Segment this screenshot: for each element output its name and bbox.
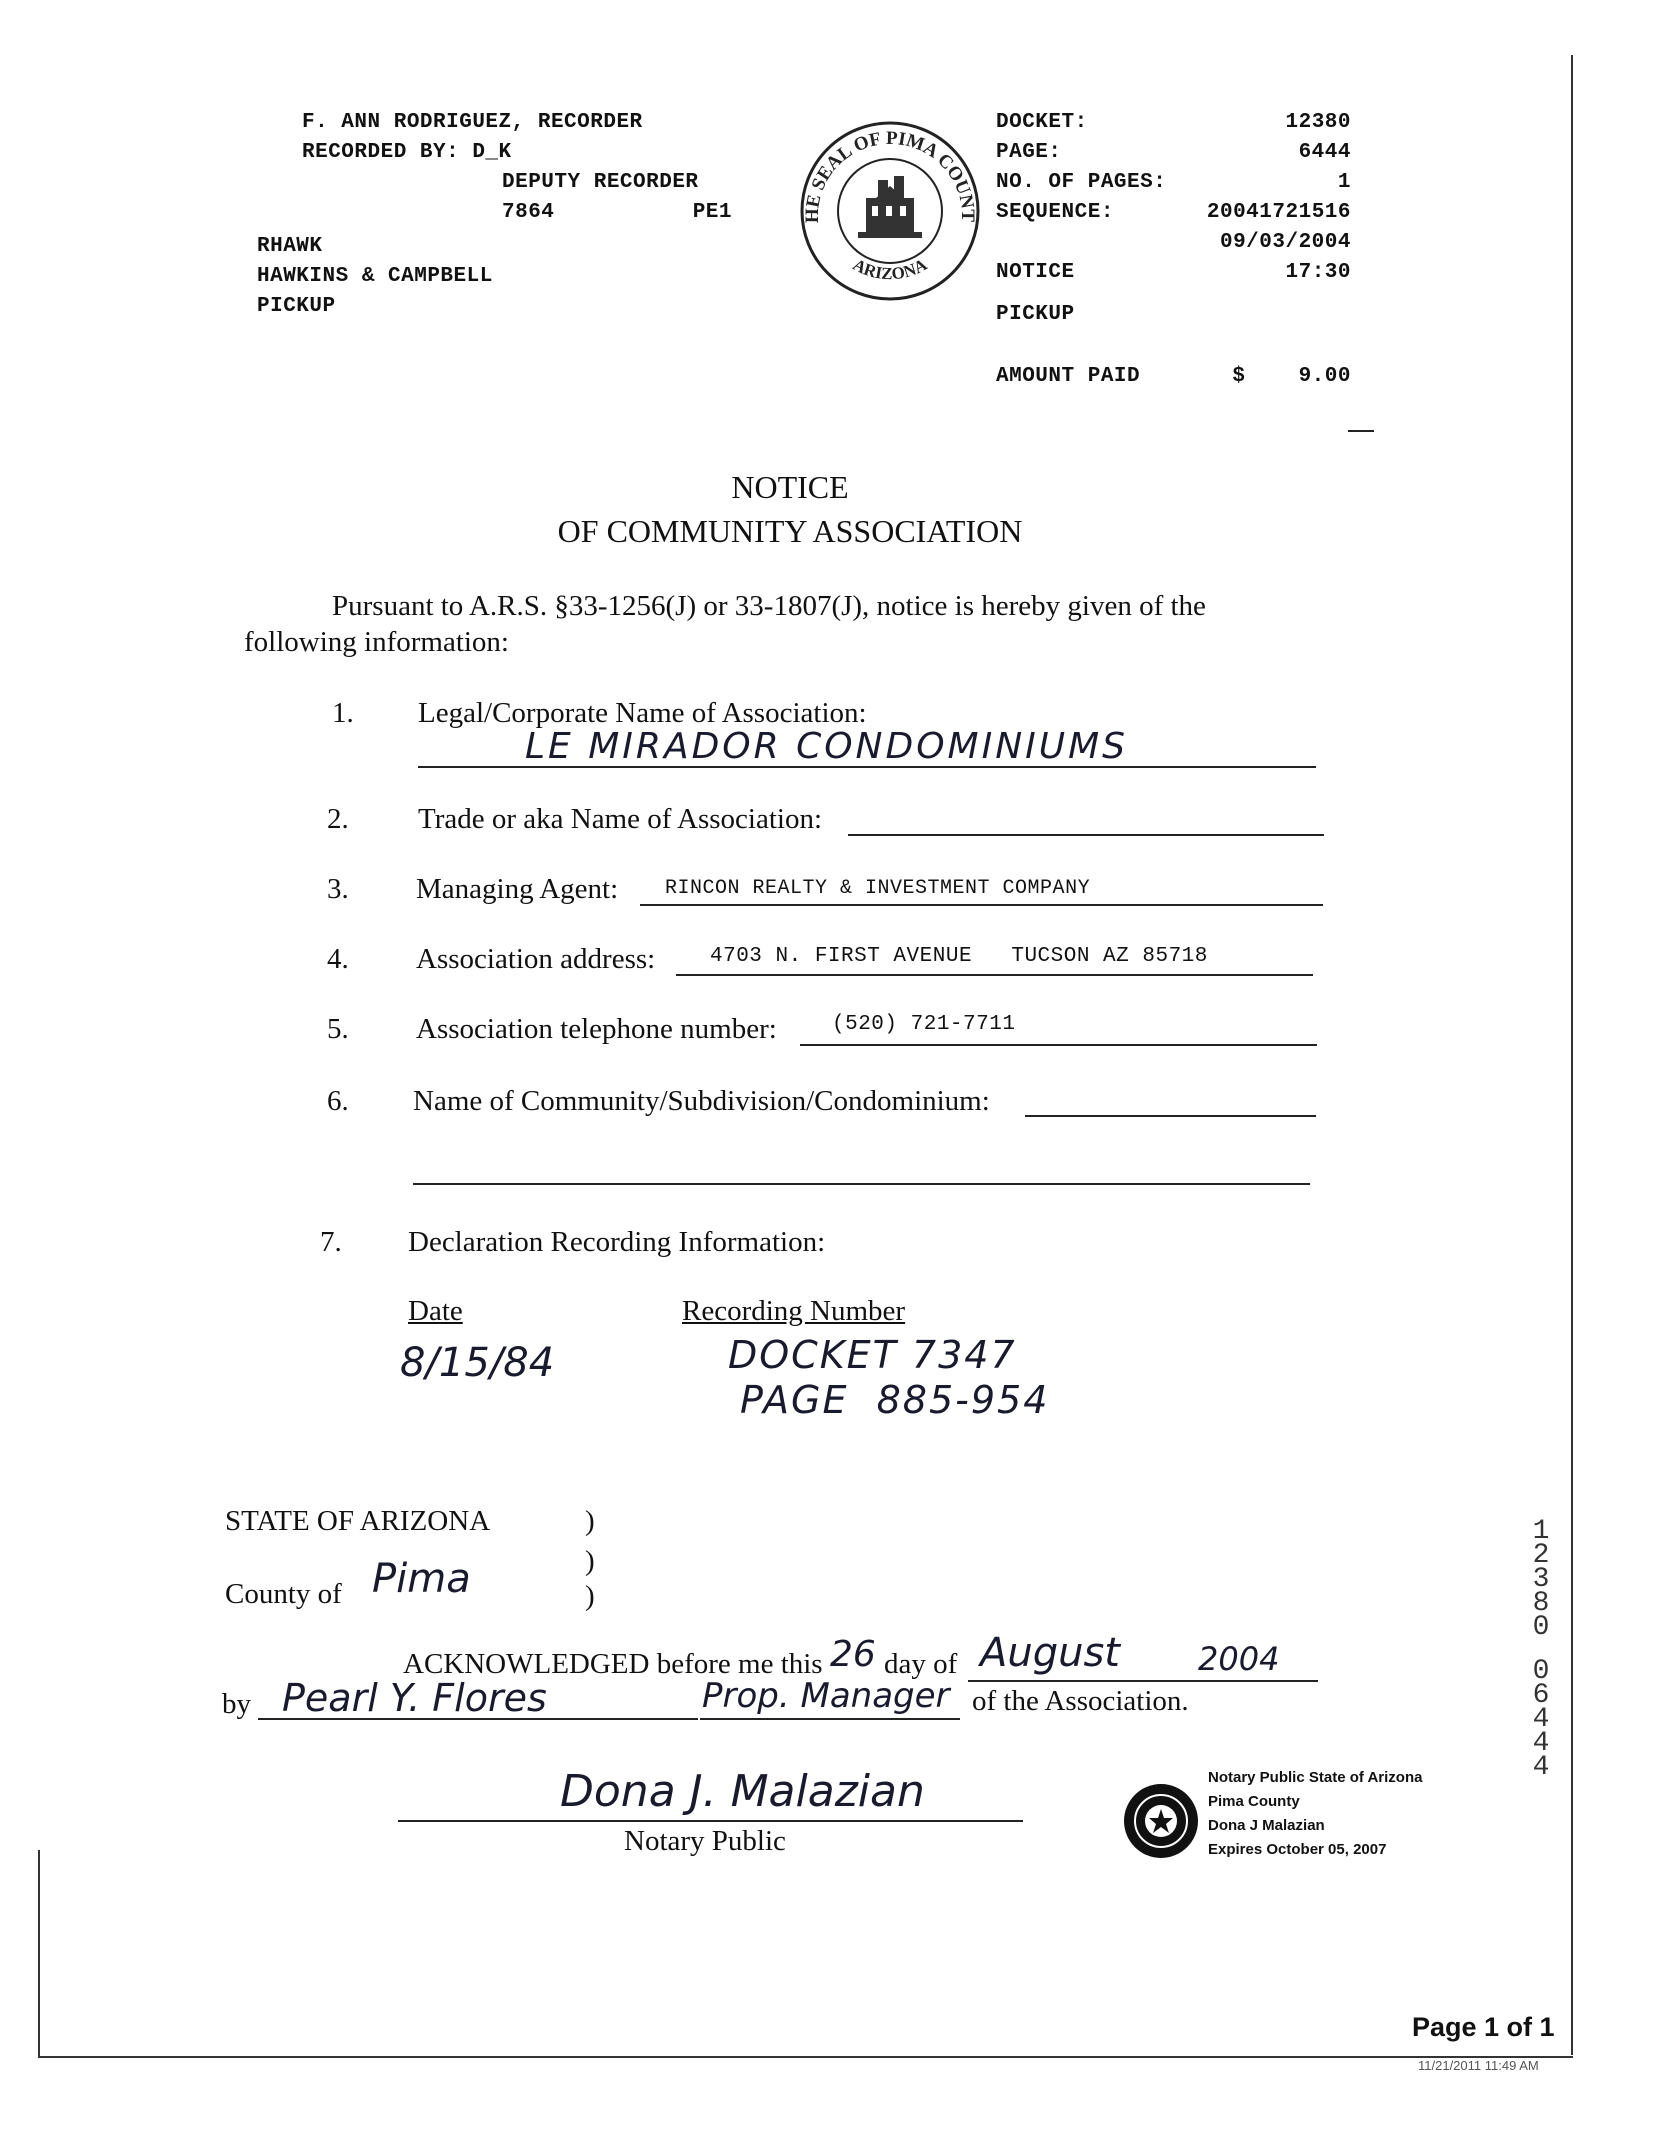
submitter-line: HAWKINS & CAMPBELL (257, 265, 493, 288)
item-7-number: 7. (320, 1226, 342, 1258)
signer-signature: Pearl Y. Flores (282, 1676, 547, 1720)
intro-line-1: Pursuant to A.R.S. §33-1256(J) or 33-1807(J), notice is hereby given of the (332, 590, 1206, 622)
item-5-label: Association telephone number: (416, 1013, 777, 1045)
item-4-line (676, 974, 1313, 976)
recorder-name: F. ANN RODRIGUEZ, RECORDER (302, 111, 643, 134)
recorder-code-2: PE1 (692, 201, 732, 224)
page-row (996, 138, 1351, 168)
item-4-value: 4703 N. FIRST AVENUE TUCSON AZ 85718 (710, 945, 1208, 968)
recorder-block (302, 108, 732, 228)
ack-month: August (980, 1630, 1120, 1676)
item-2-label: Trade or aka Name of Association: (418, 803, 823, 835)
record-method: PICKUP (996, 303, 1075, 326)
record-type: NOTICE (996, 261, 1075, 284)
page-frame-bottom (38, 2056, 1573, 2058)
item-3-number: 3. (327, 873, 349, 905)
sequence-label: SEQUENCE: (996, 201, 1114, 224)
amount-row (996, 362, 1351, 392)
page-value: 6444 (1298, 141, 1351, 164)
title-line (700, 1718, 960, 1720)
venue-paren-3: ) (585, 1580, 595, 1612)
notary-signature-line (398, 1820, 1023, 1822)
side-stamp-page (1526, 1656, 1556, 1783)
document-title (0, 465, 1580, 553)
record-date: 09/03/2004 (1219, 231, 1351, 254)
signer-line (258, 1718, 698, 1720)
docket-row (996, 108, 1351, 138)
item-2-line (848, 834, 1324, 836)
ack-text: ACKNOWLEDGED before me this (403, 1648, 823, 1680)
item-6-label: Name of Community/Subdivision/Condominium: (413, 1085, 990, 1117)
item-1-label: Legal/Corporate Name of Association: (418, 697, 867, 729)
docket-label: DOCKET: (996, 111, 1088, 134)
ack-day: 26 (830, 1634, 876, 1675)
notary-signature: Dona J. Malazian (560, 1766, 925, 1817)
declaration-page: PAGE 885-954 (740, 1378, 1050, 1422)
county-value: Pima (372, 1556, 471, 1602)
item-5-number: 5. (327, 1013, 349, 1045)
submitter-line: PICKUP (257, 295, 336, 318)
county-label: County of (225, 1578, 342, 1610)
notary-public-label: Notary Public (624, 1825, 786, 1857)
page-frame-right (1571, 55, 1573, 2055)
amount-value: 9.00 (1298, 365, 1351, 388)
side-stamp-docket (1526, 1516, 1556, 1643)
date-column-header: Date (408, 1295, 463, 1327)
pages-label: NO. OF PAGES: (996, 171, 1167, 194)
item-3-value: RINCON REALTY & INVESTMENT COMPANY (665, 877, 1091, 900)
notary-seal (1122, 1782, 1200, 1860)
notary-stamp-line: Pima County (1208, 1793, 1300, 1810)
recording-info (996, 108, 1351, 392)
item-4-label: Association address: (416, 943, 656, 975)
seal-text-top: HE SEAL OF PIMA COUNT (801, 127, 979, 224)
seal-text-bottom: ARIZONA (849, 254, 931, 284)
ack-of-association: of the Association. (972, 1685, 1189, 1717)
side-stamp-docket-text: 12380 (1532, 1516, 1550, 1643)
recorder-code-1: 7864 (502, 201, 555, 224)
venue-paren-1: ) (585, 1505, 595, 1537)
record-time: 17:30 (1285, 261, 1351, 284)
signer-title: Prop. Manager (702, 1676, 950, 1716)
notary-stamp-line: Expires October 05, 2007 (1208, 1841, 1387, 1858)
notary-stamp-text (1208, 1766, 1422, 1862)
item-7-label: Declaration Recording Information: (408, 1226, 826, 1258)
title-line-2: OF COMMUNITY ASSOCIATION (557, 513, 1023, 549)
recording-number-header: Recording Number (682, 1295, 906, 1327)
ack-by: by (222, 1688, 251, 1720)
print-timestamp: 11/21/2011 11:49 AM (1418, 2058, 1539, 2073)
recorder-codes (502, 198, 732, 228)
type-row (996, 258, 1351, 288)
pages-row (996, 168, 1351, 198)
title-line-1: NOTICE (731, 469, 849, 505)
page-frame-left (38, 1850, 40, 2056)
submitter-block (257, 232, 493, 322)
item-1-number: 1. (332, 697, 354, 729)
sequence-value: 20041721516 (1206, 201, 1351, 224)
deputy-recorder: DEPUTY RECORDER (502, 171, 699, 194)
ack-date-line (968, 1680, 1318, 1682)
item-5-line (800, 1044, 1317, 1046)
item-5-value: (520) 721-7711 (832, 1013, 1016, 1036)
docket-value: 12380 (1285, 111, 1351, 134)
ack-year: 2004 (1198, 1640, 1280, 1678)
item-2-number: 2. (327, 803, 349, 835)
amount-currency: $ (1232, 365, 1246, 388)
item-4-number: 4. (327, 943, 349, 975)
item-1-value: LE MIRADOR CONDOMINIUMS (525, 726, 1129, 767)
county-seal (798, 116, 983, 306)
item-1-line (418, 766, 1316, 768)
amount-label: AMOUNT PAID (996, 365, 1141, 388)
page-label: PAGE: (996, 141, 1062, 164)
declaration-date: 8/15/84 (400, 1340, 555, 1386)
pages-value: 1 (1337, 171, 1351, 194)
notary-stamp-line: Dona J Malazian (1208, 1817, 1325, 1834)
recorded-by: RECORDED BY: D_K (302, 141, 512, 164)
submitter-line: RHAWK (257, 235, 323, 258)
item-6-line (1025, 1115, 1316, 1117)
item-3-line (640, 904, 1323, 906)
sequence-row (996, 198, 1351, 228)
page-indicator: Page 1 of 1 (1412, 2012, 1555, 2042)
item-3-label: Managing Agent: (416, 873, 619, 905)
amount-underline-mark (1348, 430, 1374, 432)
venue-paren-2: ) (585, 1545, 595, 1577)
svg-text:ARIZONA (850, 255, 931, 284)
state-of-arizona: STATE OF ARIZONA (225, 1505, 491, 1537)
item-6-line-2 (413, 1183, 1310, 1185)
item-6-number: 6. (327, 1085, 349, 1117)
intro-line-2: following information: (244, 626, 509, 658)
ack-day-of: day of (884, 1648, 958, 1680)
declaration-docket: DOCKET 7347 (728, 1333, 1017, 1377)
side-stamp-page-text: 06444 (1532, 1656, 1550, 1783)
date-row (996, 228, 1351, 258)
notary-stamp-line: Notary Public State of Arizona (1208, 1769, 1423, 1786)
